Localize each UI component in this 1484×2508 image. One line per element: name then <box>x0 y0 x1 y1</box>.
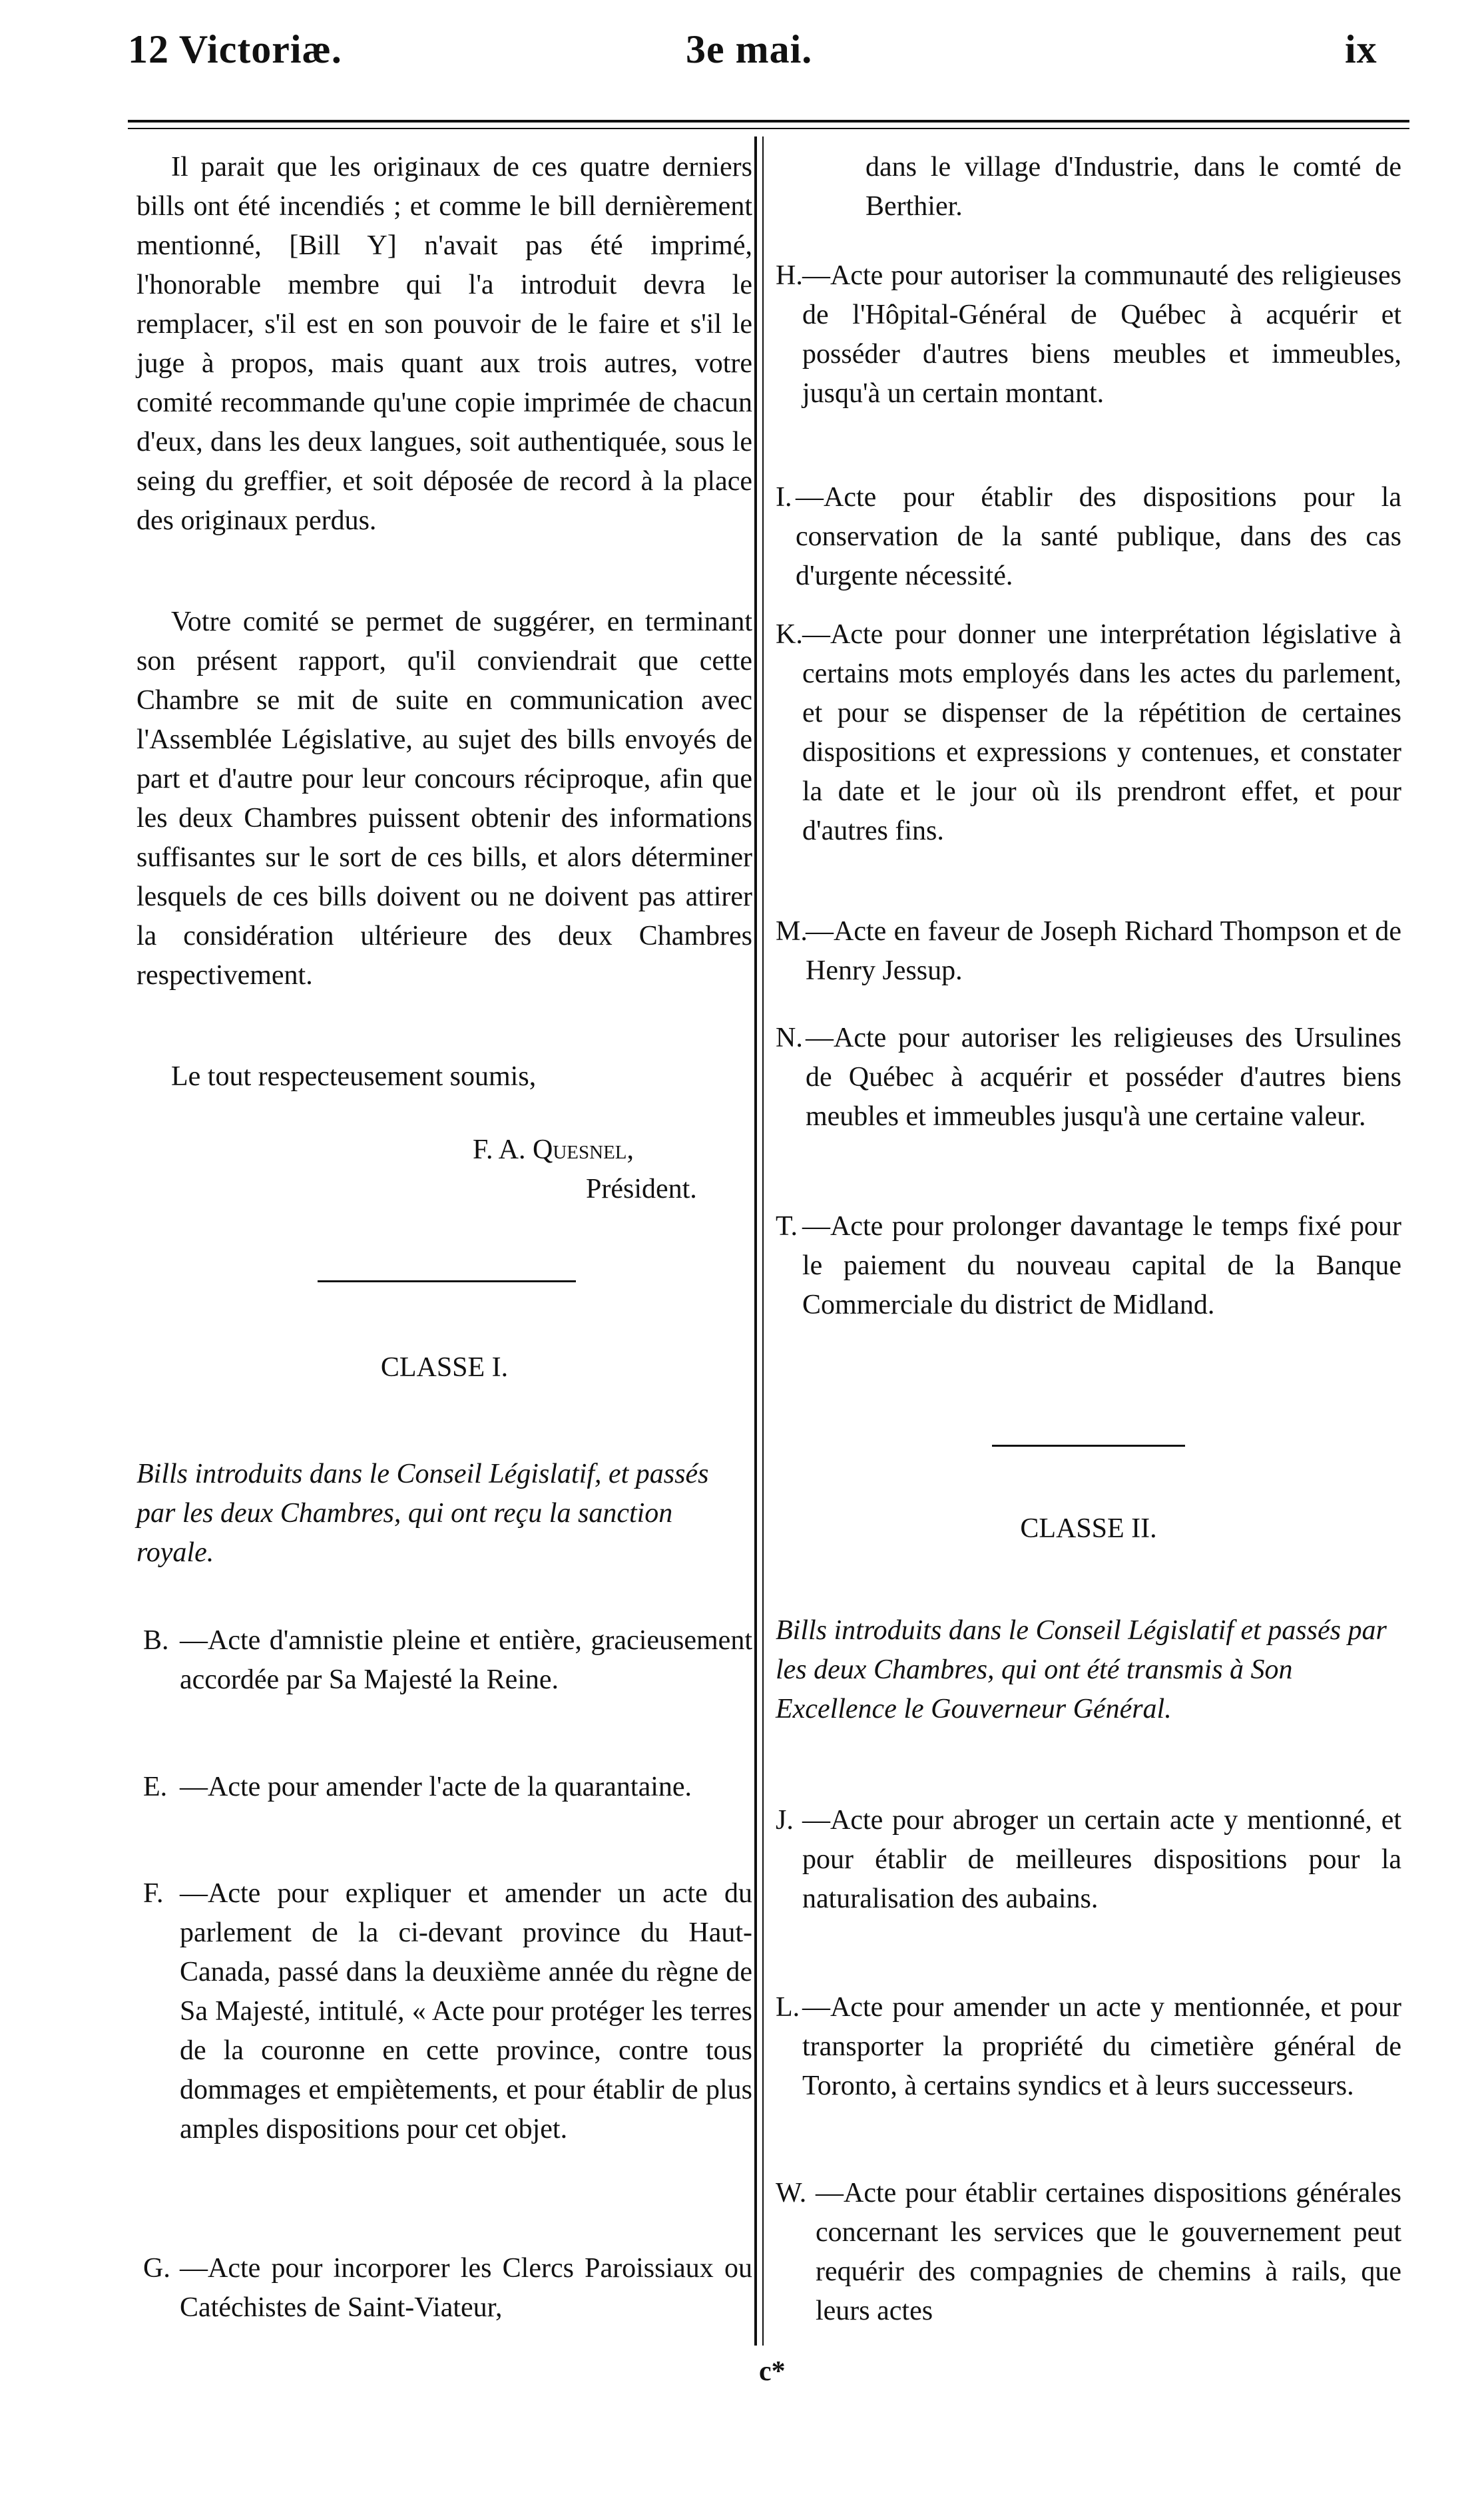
class-i-heading: CLASSE I. <box>380 1352 509 1383</box>
bill-letter: I. <box>776 482 792 513</box>
bill-letter: H. <box>776 260 803 291</box>
running-head-session: 12 Victoriæ. <box>128 27 342 71</box>
bill-letter: G. <box>143 2253 170 2284</box>
bill-text: —Acte pour amender un acte y mentionnée, et pour transporter la propriété du cimetière général de Toronto, à certains syndics et à leurs successeurs. <box>802 1992 1401 2101</box>
bill-e <box>143 1768 752 1807</box>
bill-letter: M. <box>776 916 808 947</box>
paragraph-suggestion: Votre comité se permet de suggérer, en terminant son présent rapport, qu'il conviendrait que cette Chambre se mit de suite en communication avec l'Assemblée Législative, au sujet des bills envoyés de part et d'autre pour leur concours réciproque, afin que les deux Chambres puissent obtenir des informations suffisantes sur le sort de ces bills, et alors déterminer lesquels de ces bills doivent ou ne doivent pas attirer la considération ultérieure des deux Chambres respectivement. <box>136 607 752 991</box>
bill-letter: K. <box>776 619 803 650</box>
class-ii-description: Bills introduits dans le Conseil Législatif et passés par les deux Chambres, qui ont été transmis à Son Excellence le Gouverneur Général. <box>776 1615 1387 1724</box>
bill-letter: W. <box>776 2178 807 2208</box>
bill-h <box>776 256 1401 413</box>
page-number: ix <box>1345 27 1377 71</box>
column-separator-inner <box>762 136 764 2346</box>
bill-text: —Acte pour incorporer les Clercs Paroissiaux ou Catéchistes de Saint-Viateur, <box>180 2253 752 2323</box>
paragraph-originals: Il parait que les originaux de ces quatre derniers bills ont été incendiés ; et comme le bill dernièrement mentionné, [Bill Y] n'avait pas été imprimé, l'honorable membre qui l'a introduit devra le remplacer, s'il est en son pouvoir de le faire et s'il le juge à propos, mais quant aux trois autres, votre comité recommande qu'une copie imprimée de chacun d'eux, dans les deux langues, soit authentiquée, sous le seing du greffier, et soit déposée de record à la place des originaux perdus. <box>136 152 752 536</box>
column-separator <box>754 136 757 2346</box>
bill-n <box>776 1019 1401 1136</box>
bill-t <box>776 1207 1401 1325</box>
bill-letter: F. <box>143 1878 164 1909</box>
section-divider <box>318 1280 576 1282</box>
bill-g <box>143 2249 752 2328</box>
bill-letter: B. <box>143 1625 169 1656</box>
signature-name: F. A. Quesnel, <box>473 1134 634 1165</box>
bill-k <box>776 615 1401 851</box>
bill-text: —Acte pour expliquer et amender un acte du parlement de la ci-devant province du Haut-Canada, passé dans la deuxième année du règne de Sa Majesté, intitulé, « Acte pour protéger les terres de la couronne en cette province, contre tous dommages et empiètements, et pour établir de plus amples dispositions pour cet objet. <box>180 1878 752 2144</box>
bill-text: —Acte pour amender l'acte de la quarantaine. <box>180 1772 692 1802</box>
bill-text: —Acte pour autoriser la communauté des religieuses de l'Hôpital-Général de Québec à acquérir et posséder d'autres biens meubles et immeubles, jusqu'à un certain montant. <box>802 260 1401 409</box>
class-ii-heading: CLASSE II. <box>1020 1513 1157 1544</box>
bill-l <box>776 1988 1401 2106</box>
class-i-description: Bills introduits dans le Conseil Législatif, et passés par les deux Chambres, qui ont reçu la sanction royale. <box>136 1459 709 1568</box>
signature-title: Président. <box>586 1174 697 1204</box>
running-head-date: 3e mai. <box>686 27 813 71</box>
bill-text: —Acte pour abroger un certain acte y mentionné, et pour établir de meilleures dispositions pour la naturalisation des aubains. <box>802 1805 1401 1914</box>
bill-i <box>776 478 1401 596</box>
bill-text: —Acte en faveur de Joseph Richard Thompson et de Henry Jessup. <box>806 916 1401 986</box>
bill-text: —Acte pour établir certaines dispositions générales concernant les services que le gouvernement peut requérir des compagnies de chemins à rails, que leurs actes <box>816 2178 1401 2326</box>
bill-w <box>776 2174 1401 2331</box>
bill-letter: N. <box>776 1023 803 1053</box>
bill-letter: J. <box>776 1805 794 1836</box>
continued-bill-text: dans le village d'Industrie, dans le comté de Berthier. <box>866 152 1401 222</box>
section-divider <box>992 1445 1185 1447</box>
bill-m <box>776 912 1401 991</box>
bill-f <box>143 1874 752 2149</box>
bill-letter: T. <box>776 1211 798 1242</box>
bill-b <box>143 1621 752 1700</box>
bill-text: —Acte pour donner une interprétation législative à certains mots employés dans les actes du parlement, et pour se dispenser de la répétition de certaines dispositions et expressions y contenues, et constater la date et le jour où ils prendront effet, et pour d'autres fins. <box>802 619 1401 846</box>
bill-letter: L. <box>776 1992 800 2023</box>
paragraph-closing: Le tout respecteusement soumis, <box>171 1061 537 1092</box>
header-rule-bottom <box>128 128 1409 129</box>
bill-letter: E. <box>143 1772 168 1802</box>
header-rule-top <box>128 120 1409 123</box>
bill-text: —Acte pour autoriser les religieuses des Ursulines de Québec à acquérir et posséder d'autres biens meubles et immeubles jusqu'à une certaine valeur. <box>806 1023 1401 1132</box>
bill-j <box>776 1801 1401 1919</box>
bill-text: —Acte d'amnistie pleine et entière, gracieusement accordée par Sa Majesté la Reine. <box>180 1625 752 1695</box>
bill-text: —Acte pour établir des dispositions pour la conservation de la santé publique, dans des cas d'urgente nécessité. <box>796 482 1401 591</box>
signature-mark: c* <box>759 2356 786 2387</box>
bill-text: —Acte pour prolonger davantage le temps fixé pour le paiement du nouveau capital de la Banque Commerciale du district de Midland. <box>802 1211 1401 1320</box>
